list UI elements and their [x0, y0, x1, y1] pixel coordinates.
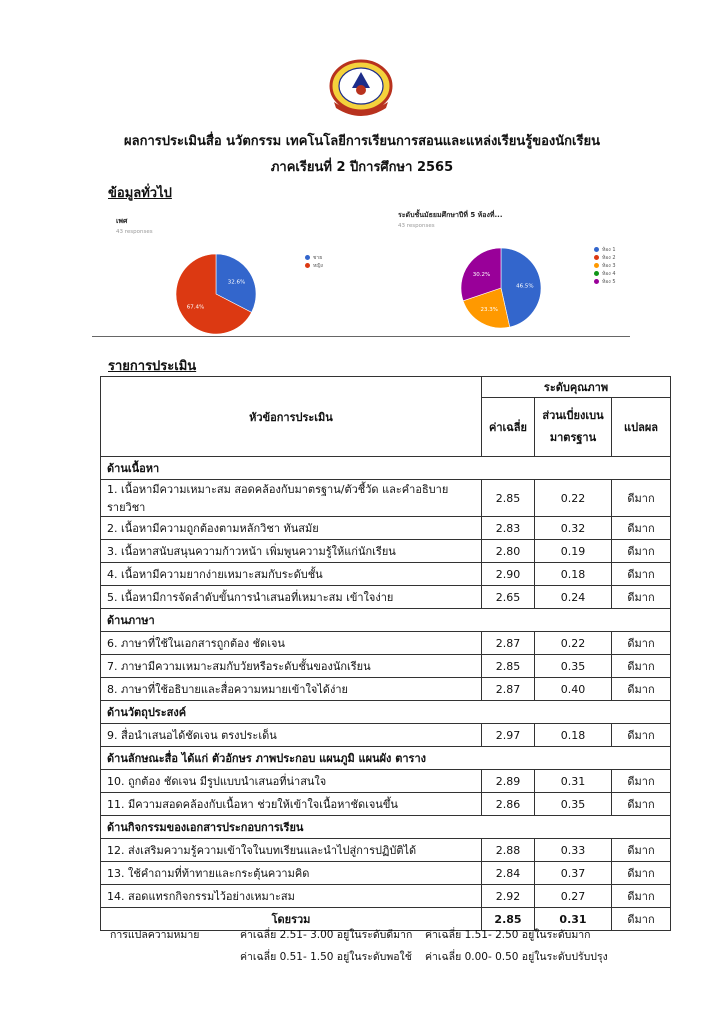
general-info-heading: ข้อมูลทั่วไป: [108, 186, 172, 201]
cell-mean: 2.85: [482, 480, 535, 517]
legend-swatch: [305, 263, 310, 268]
table-row: [101, 586, 671, 609]
total-label: โดยรวม: [101, 908, 482, 931]
legend-label: ห้อง 4: [602, 271, 616, 277]
section-name: ด้านลักษณะสื่อ ได้แก่ ตัวอักษร ภาพประกอบ แผนภูมิ แผนผัง ตาราง: [101, 747, 671, 770]
section-name: ด้านวัตถุประสงค์: [101, 701, 671, 724]
total-result: ดีมาก: [612, 908, 671, 931]
cell-result: ดีมาก: [612, 793, 671, 816]
cell-item: 13. ใช้คำถามที่ท้าทายและกระตุ้นความคิด: [101, 862, 482, 885]
cell-sd: 0.40: [535, 678, 612, 701]
chart-subtitle: 43 responses: [116, 229, 153, 235]
table-row: [101, 678, 671, 701]
interpretation-note-4: ค่าเฉลี่ย 0.00- 0.50 อยู่ในระดับปรับปรุง: [425, 951, 608, 963]
legend-swatch: [594, 247, 599, 252]
legend-swatch: [594, 263, 599, 268]
legend-item: [594, 262, 616, 270]
legend-label: หญิง: [313, 263, 323, 269]
cell-result: ดีมาก: [612, 885, 671, 908]
legend-swatch: [594, 279, 599, 284]
interpretation-label: การแปลความหมาย: [110, 929, 200, 941]
cell-item: 11. มีความสอดคล้องกับเนื้อหา ช่วยให้เข้าใจเนื้อหาชัดเจนขึ้น: [101, 793, 482, 816]
cell-sd: 0.18: [535, 563, 612, 586]
cell-result: ดีมาก: [612, 480, 671, 517]
cell-mean: 2.87: [482, 678, 535, 701]
interpretation-note-2: ค่าเฉลี่ย 1.51- 2.50 อยู่ในระดับมาก: [425, 929, 591, 941]
table-row: [101, 540, 671, 563]
cell-sd: 0.27: [535, 885, 612, 908]
header-sd-line1: ส่วนเบี่ยงเบน: [542, 409, 604, 422]
header-sd-line2: มาตรฐาน: [549, 431, 597, 444]
table-row: [101, 724, 671, 747]
chart-subtitle: 43 responses: [398, 223, 435, 229]
table-row: [101, 563, 671, 586]
evaluation-table: [100, 376, 671, 931]
header-quality: ระดับคุณภาพ: [482, 377, 671, 398]
cell-sd: 0.19: [535, 540, 612, 563]
cell-mean: 2.89: [482, 770, 535, 793]
cell-item: 6. ภาษาที่ใช้ในเอกสารถูกต้อง ชัดเจน: [101, 632, 482, 655]
section-divider: [92, 336, 630, 337]
legend-item: [305, 262, 323, 270]
interpretation-note-1: ค่าเฉลี่ย 2.51- 3.00 อยู่ในระดับดีมาก: [240, 929, 413, 941]
section-row: [101, 701, 671, 724]
legend-label: ห้อง 5: [602, 279, 616, 285]
section-name: ด้านกิจกรรมของเอกสารประกอบการเรียน: [101, 816, 671, 839]
cell-sd: 0.32: [535, 517, 612, 540]
title-line-1: ผลการประเมินสื่อ นวัตกรรม เทคโนโลยีการเรียนการสอนและแหล่งเรียนรู้ของนักเรียน: [124, 134, 600, 149]
cell-result: ดีมาก: [612, 839, 671, 862]
evaluation-heading: รายการประเมิน: [108, 359, 197, 374]
legend-item: [594, 246, 616, 254]
table-row: [101, 517, 671, 540]
cell-result: ดีมาก: [612, 540, 671, 563]
chart-title: ระดับชั้นมัธยมศึกษาปีที่ 5 ห้องที่...: [398, 211, 503, 219]
cell-mean: 2.90: [482, 563, 535, 586]
class-pie-chart: [459, 246, 543, 330]
cell-item: 10. ถูกต้อง ชัดเจน มีรูปแบบนำเสนอที่น่าสนใจ: [101, 770, 482, 793]
cell-mean: 2.83: [482, 517, 535, 540]
total-mean: 2.85: [482, 908, 535, 931]
pie-data-label: 32.6%: [227, 279, 246, 286]
cell-result: ดีมาก: [612, 517, 671, 540]
cell-sd: 0.22: [535, 480, 612, 517]
cell-item: 12. ส่งเสริมความรู้ความเข้าใจในบทเรียนและนำไปสู่การปฏิบัติได้: [101, 839, 482, 862]
cell-result: ดีมาก: [612, 724, 671, 747]
title-line-2: ภาคเรียนที่ 2 ปีการศึกษา 2565: [270, 160, 454, 175]
cell-item: 9. สื่อนำเสนอได้ชัดเจน ตรงประเด็น: [101, 724, 482, 747]
legend-item: [594, 254, 616, 262]
header-sd: [535, 398, 612, 457]
legend-item: [594, 278, 616, 286]
cell-mean: 2.92: [482, 885, 535, 908]
cell-sd: 0.22: [535, 632, 612, 655]
header-mean: ค่าเฉลี่ย: [482, 398, 535, 457]
cell-item: 14. สอดแทรกกิจกรรมไว้อย่างเหมาะสม: [101, 885, 482, 908]
total-sd: 0.31: [535, 908, 612, 931]
legend-swatch: [594, 255, 599, 260]
cell-mean: 2.80: [482, 540, 535, 563]
class-chart-header: [398, 210, 503, 229]
cell-item: 5. เนื้อหามีการจัดลำดับขั้นการนำเสนอที่เหมาะสม เข้าใจง่าย: [101, 586, 482, 609]
cell-mean: 2.97: [482, 724, 535, 747]
table-row: [101, 655, 671, 678]
legend-label: ห้อง 2: [602, 255, 616, 261]
cell-sd: 0.35: [535, 655, 612, 678]
gender-chart-header: [116, 216, 153, 235]
cell-result: ดีมาก: [612, 655, 671, 678]
pie-data-label: 23.3%: [480, 306, 498, 313]
table-body: [101, 457, 671, 908]
legend-label: ห้อง 1: [602, 247, 616, 253]
cell-result: ดีมาก: [612, 862, 671, 885]
table-row: [101, 793, 671, 816]
cell-item: 8. ภาษาที่ใช้อธิบายและสื่อความหมายเข้าใจได้ง่าย: [101, 678, 482, 701]
cell-result: ดีมาก: [612, 632, 671, 655]
cell-result: ดีมาก: [612, 563, 671, 586]
cell-sd: 0.33: [535, 839, 612, 862]
cell-result: ดีมาก: [612, 770, 671, 793]
cell-sd: 0.37: [535, 862, 612, 885]
cell-item: 3. เนื้อหาสนับสนุนความก้าวหน้า เพิ่มพูนความรู้ให้แก่นักเรียน: [101, 540, 482, 563]
gender-chart-legend: [305, 254, 323, 270]
table-row: [101, 862, 671, 885]
section-name: ด้านภาษา: [101, 609, 671, 632]
pie-data-label: 30.2%: [472, 272, 491, 279]
cell-sd: 0.18: [535, 724, 612, 747]
header-result: แปลผล: [612, 398, 671, 457]
cell-sd: 0.24: [535, 586, 612, 609]
cell-mean: 2.88: [482, 839, 535, 862]
section-row: [101, 457, 671, 480]
table-row: [101, 839, 671, 862]
legend-swatch: [305, 255, 310, 260]
section-row: [101, 609, 671, 632]
cell-item: 2. เนื้อหามีความถูกต้องตามหลักวิชา ทันสมัย: [101, 517, 482, 540]
header-topic: หัวข้อการประเมิน: [101, 377, 482, 457]
pie-data-label: 46.5%: [516, 283, 534, 290]
legend-label: ห้อง 3: [602, 263, 616, 269]
table-row: [101, 885, 671, 908]
legend-label: ชาย: [313, 255, 323, 261]
cell-mean: 2.85: [482, 655, 535, 678]
cell-mean: 2.86: [482, 793, 535, 816]
table-row: [101, 480, 671, 517]
interpretation-note-3: ค่าเฉลี่ย 0.51- 1.50 อยู่ในระดับพอใช้: [240, 951, 412, 963]
table-row: [101, 770, 671, 793]
pie-data-label: 67.4%: [186, 304, 205, 311]
section-row: [101, 816, 671, 839]
cell-sd: 0.35: [535, 793, 612, 816]
gender-pie-chart: [174, 252, 258, 336]
chart-title: เพศ: [116, 217, 128, 225]
cell-sd: 0.31: [535, 770, 612, 793]
section-name: ด้านเนื้อหา: [101, 457, 671, 480]
legend-item: [305, 254, 323, 262]
section-row: [101, 747, 671, 770]
cell-mean: 2.87: [482, 632, 535, 655]
legend-item: [594, 270, 616, 278]
legend-swatch: [594, 271, 599, 276]
cell-item: 4. เนื้อหามีความยากง่ายเหมาะสมกับระดับชั้น: [101, 563, 482, 586]
cell-result: ดีมาก: [612, 586, 671, 609]
cell-mean: 2.65: [482, 586, 535, 609]
cell-result: ดีมาก: [612, 678, 671, 701]
cell-item: 1. เนื้อหามีความเหมาะสม สอดคล้องกับมาตรฐาน/ตัวชี้วัด และคำอธิบายรายวิชา: [101, 480, 482, 517]
table-row: [101, 632, 671, 655]
school-seal-logo: [328, 58, 394, 118]
cell-mean: 2.84: [482, 862, 535, 885]
cell-item: 7. ภาษามีความเหมาะสมกับวัยหรือระดับชั้นของนักเรียน: [101, 655, 482, 678]
class-chart-legend: [594, 246, 616, 286]
